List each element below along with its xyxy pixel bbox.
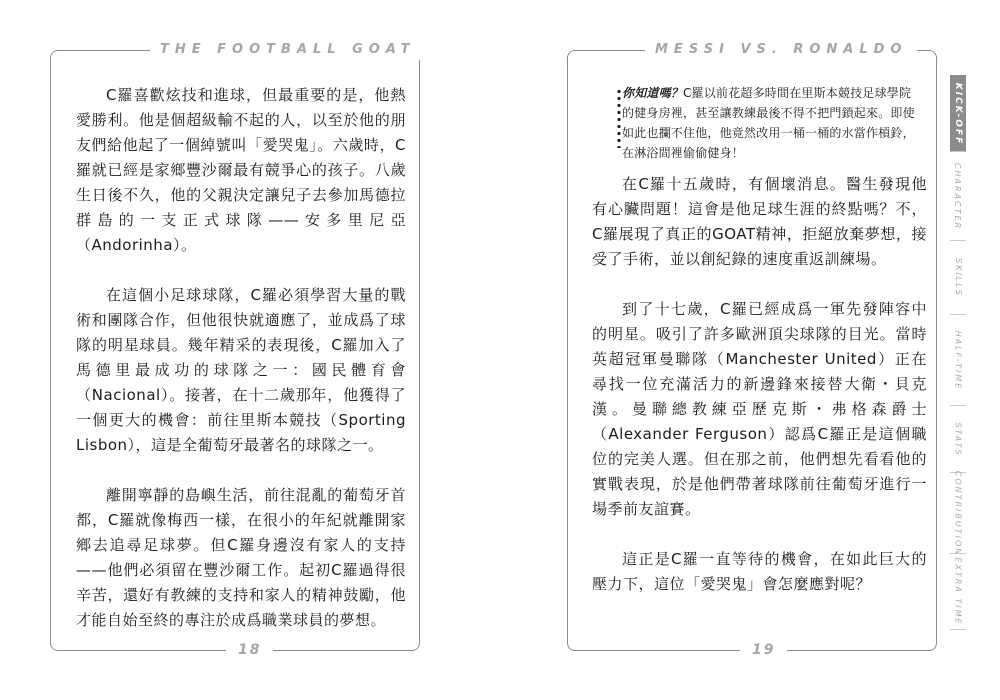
tab-skills[interactable] xyxy=(950,240,966,315)
paragraph: 在C羅十五歲時，有個壞消息。醫生發現他有心臟問題！這會是他足球生涯的終點嗎？不，C羅展現了真正的GOAT精神，拒絕放棄夢想，接受了手術，並以創紀錄的速度重返訓練場。 xyxy=(592,175,927,268)
did-you-know-text: C羅以前花超多時間在里斯本競技足球學院的健身房裡，甚至讓教練最後不得不把門鎖起來。即使如此也攔不住他，他竟然改用一桶一桶的水當作槓鈴，在淋浴間裡偷偷健身！ xyxy=(622,86,915,160)
section-tabs xyxy=(950,75,966,635)
tab-half-time[interactable] xyxy=(950,314,966,406)
tab-kick-off[interactable] xyxy=(950,75,966,152)
paragraph: 這正是C羅一直等待的機會，在如此巨大的壓力下，這位「愛哭鬼」會怎麼應對呢？ xyxy=(592,550,927,593)
body-text-right xyxy=(592,172,927,622)
paragraph: 到了十七歲，C羅已經成爲一軍先發陣容中的明星。吸引了許多歐洲頂尖球隊的目光。當時英超冠軍曼聯隊（Manchester United）正在尋找一位充滿活力的新邊鋒來接替大衛・貝克漢。曼聯總教練亞歷克斯・弗格森爵士（Alexander Ferguson）認爲C羅正是這個職位的完美人選。但在那之前，他們想先看看他的實戰表現，於是他們帶著球隊前往葡萄牙進行一場季前友誼賽。 xyxy=(592,300,927,518)
paragraph: 在這個小足球球隊，C羅必須學習大量的戰術和團隊合作，但他很快就適應了，並成爲了球隊的明星球員。幾年精采的表現後，C羅加入了馬德里最成功的球隊之一：國民體育會（Nacional）。接著，在十二歲那年，他獲得了一個更大的機會：前往里斯本競技（Sporting Lisbon），這是全葡萄牙最著名的球隊之一。 xyxy=(76,286,406,454)
tab-label: CONTRIBUTION xyxy=(953,470,963,556)
did-you-know-box xyxy=(612,83,922,163)
running-head-left: THE FOOTBALL GOAT xyxy=(150,40,425,60)
did-you-know-label: 你知道嗎？ xyxy=(622,86,684,100)
tab-label: STATS xyxy=(953,421,963,457)
tab-label: CHARACTER xyxy=(953,162,963,230)
running-head-right: MESSI VS. RONALDO xyxy=(645,40,917,60)
paragraph: C羅喜歡炫技和進球，但最重要的是，他熱愛勝利。他是個超級輸不起的人，以至於他的朋友們給他起了一個綽號叫「愛哭鬼」。六歲時，C羅就已經是家鄉豐沙爾最有競爭心的孩子。八歲生日後不久，他的父親決定讓兒子去參加馬德拉群島的一支正式球隊——安多里尼亞（Andorinha）。 xyxy=(76,86,406,254)
tab-contribution[interactable] xyxy=(950,472,966,554)
body-text-left xyxy=(76,83,406,658)
tab-label: EXTRA TIME xyxy=(953,557,963,626)
paragraph: 離開寧靜的島嶼生活，前往混亂的葡萄牙首都，C羅就像梅西一樣，在很小的年紀就離開家鄉去追尋足球夢。但C羅身邊沒有家人的支持——他們必須留在豐沙爾工作。起初C羅過得很辛苦，還好有教練的支持和家人的精神鼓勵，他才能自始至終的專注於成爲職業球員的夢想。 xyxy=(76,486,406,629)
tab-label: HALF-TIME xyxy=(953,330,963,390)
tab-label: SKILLS xyxy=(953,258,963,297)
tab-character[interactable] xyxy=(950,151,966,241)
page-number-right-label: 19 xyxy=(740,640,787,660)
tab-extra-time[interactable] xyxy=(950,553,966,630)
page-number-left: 18 xyxy=(226,640,273,660)
tab-label: KICK-OFF xyxy=(953,82,964,145)
tab-stats[interactable] xyxy=(950,405,966,473)
